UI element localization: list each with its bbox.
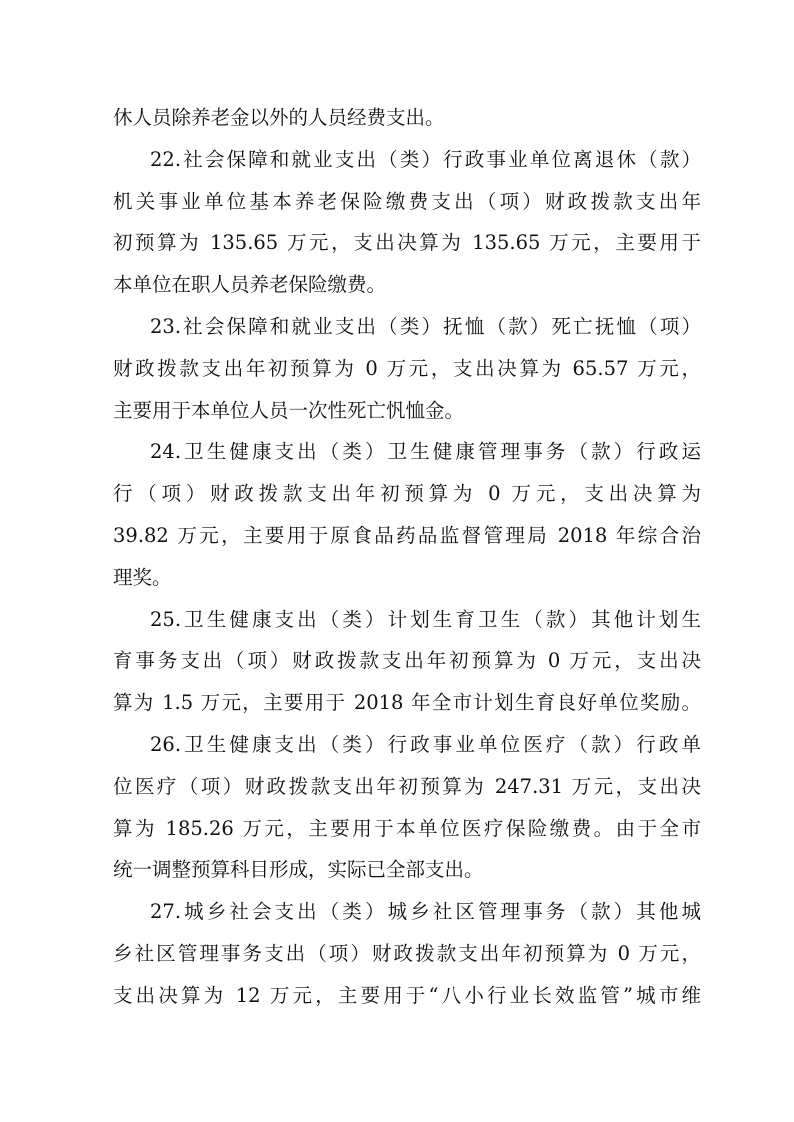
text-line: 财政拨款支出年初预算为 0 万元，支出决算为 65.57 万元， [113, 356, 701, 380]
text-line: 算为 185.26 万元，主要用于本单位医疗保险缴费。由于全市 [113, 816, 701, 840]
paragraph [113, 599, 701, 724]
document-body [113, 97, 701, 1017]
text-line: 统一调整预算科目形成，实际已全部支出。 [113, 858, 484, 882]
paragraph [113, 139, 701, 306]
text-line: 算为 1.5 万元，主要用于 2018 年全市计划生育良好单位奖励。 [113, 691, 701, 715]
text-line: 初预算为 135.65 万元，支出决算为 135.65 万元，主要用于 [113, 231, 701, 255]
text-line: 育事务支出（项）财政拨款支出年初预算为 0 万元，支出决 [113, 649, 701, 673]
text-line: 24.卫生健康支出（类）卫生健康管理事务（款）行政运 [150, 440, 701, 464]
text-line: 25.卫生健康支出（类）计划生育卫生（款）其他计划生 [150, 607, 701, 631]
text-line: 机关事业单位基本养老保险缴费支出（项）财政拨款支出年 [113, 189, 701, 213]
text-line: 行（项）财政拨款支出年初预算为 0 万元，支出决算为 [113, 482, 701, 506]
paragraph [113, 431, 701, 598]
text-line: 乡社区管理事务支出（项）财政拨款支出年初预算为 0 万元， [113, 941, 701, 965]
paragraph [113, 306, 701, 431]
text-line: 位医疗（项）财政拨款支出年初预算为 247.31 万元，支出决 [113, 774, 701, 798]
text-line: 26.卫生健康支出（类）行政事业单位医疗（款）行政单 [150, 732, 701, 756]
text-line: 支出决算为 12 万元，主要用于“八小行业长效监管”城市维 [113, 983, 701, 1007]
text-line: 本单位在职人员养老保险缴费。 [113, 273, 387, 297]
text-line: 22.社会保障和就业支出（类）行政事业单位离退休（款） [150, 147, 701, 171]
paragraph [113, 97, 701, 139]
text-line: 主要用于本单位人员一次性死亡忛恤金。 [113, 398, 465, 422]
text-line: 休人员除养老金以外的人员经费支出。 [113, 106, 445, 129]
text-line: 23.社会保障和就业支出（类）抚恤（款）死亡抚恤（项） [150, 314, 701, 338]
text-line: 39.82 万元，主要用于原食品药品监督管理局 2018 年综合治 [113, 523, 701, 547]
text-line: 27.城乡社会支出（类）城乡社区管理事务（款）其他城 [150, 900, 701, 924]
text-line: 理奖。 [113, 565, 172, 589]
paragraph [113, 724, 701, 891]
paragraph [113, 891, 701, 1016]
